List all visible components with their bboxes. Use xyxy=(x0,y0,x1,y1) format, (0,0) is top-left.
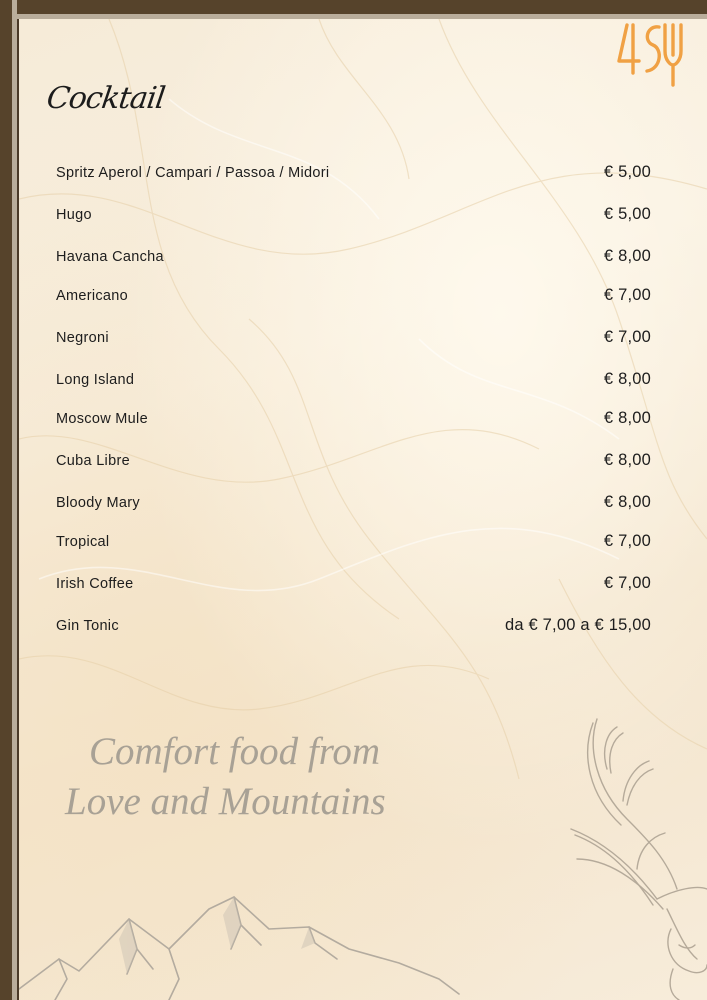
tagline-line-2: Love and Mountains xyxy=(65,780,386,823)
menu-row xyxy=(56,163,651,182)
deer-illustration-icon xyxy=(567,709,707,1000)
menu-row xyxy=(56,286,651,305)
item-name: Cuba Libre xyxy=(56,453,130,469)
item-price: € 8,00 xyxy=(603,451,651,469)
item-price: da € 7,00 a € 15,00 xyxy=(504,616,651,634)
menu-row xyxy=(56,574,651,593)
mountains-illustration-icon xyxy=(19,879,479,1000)
item-price: € 8,00 xyxy=(603,247,651,265)
tagline-line-1: Comfort food from xyxy=(89,730,381,773)
item-price: € 5,00 xyxy=(603,205,651,223)
frame-left-border xyxy=(0,0,12,1000)
item-name: Gin Tonic xyxy=(56,618,119,634)
item-name: Bloody Mary xyxy=(56,495,140,511)
menu-row xyxy=(56,247,651,266)
item-name: Long Island xyxy=(56,372,135,388)
tagline xyxy=(65,727,386,827)
menu-row xyxy=(56,409,651,428)
menu-row xyxy=(56,205,651,224)
menu-row xyxy=(56,616,651,635)
item-price: € 8,00 xyxy=(603,493,651,511)
item-price: € 8,00 xyxy=(603,370,651,388)
item-price: € 7,00 xyxy=(603,574,651,592)
item-price: € 7,00 xyxy=(603,532,651,550)
item-name: Moscow Mule xyxy=(56,411,148,427)
menu-row xyxy=(56,451,651,470)
item-price: € 8,00 xyxy=(603,409,651,427)
item-name: Tropical xyxy=(56,534,110,550)
item-price: € 5,00 xyxy=(603,163,651,181)
frame-left-line xyxy=(12,0,17,1000)
menu-row xyxy=(56,532,651,551)
item-name: Havana Cancha xyxy=(56,249,164,265)
menu-page xyxy=(19,19,707,1000)
item-name: Negroni xyxy=(56,330,109,346)
menu-row xyxy=(56,328,651,347)
item-price: € 7,00 xyxy=(603,328,651,346)
menu-row xyxy=(56,493,651,512)
fork-logo-icon xyxy=(613,19,693,91)
item-name: Hugo xyxy=(56,207,92,223)
item-name: Spritz Aperol / Campari / Passoa / Midori xyxy=(56,165,330,181)
frame-top-border xyxy=(0,0,707,14)
item-name: Americano xyxy=(56,288,129,304)
menu-row xyxy=(56,370,651,389)
item-name: Irish Coffee xyxy=(56,576,134,592)
section-title: Cocktail xyxy=(44,81,167,116)
item-price: € 7,00 xyxy=(603,286,651,304)
